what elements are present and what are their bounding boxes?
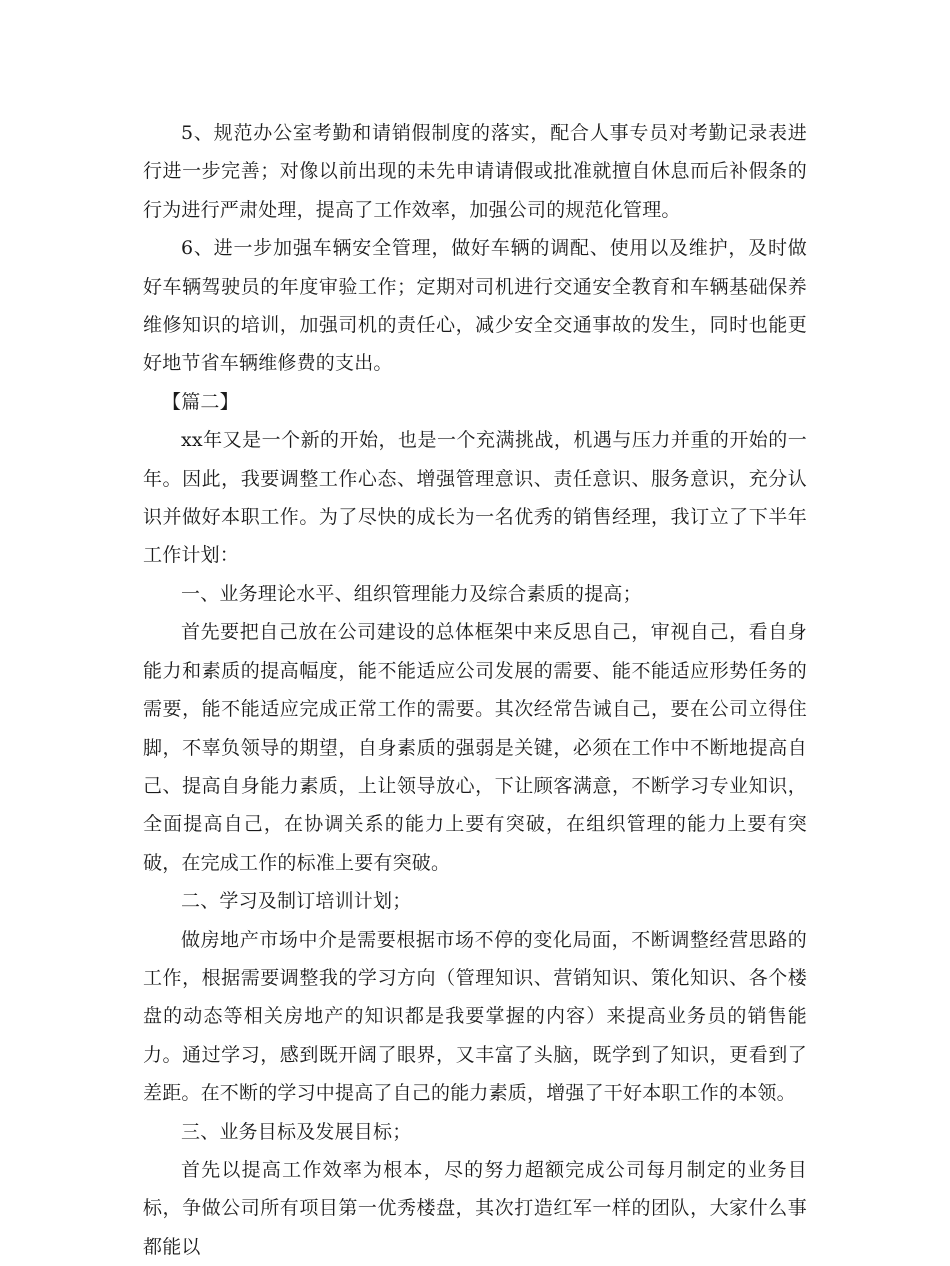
subheading-three: 三、业务目标及发展目标； [181,1120,412,1143]
section-heading-part-two: 【篇二】 [162,390,239,413]
paragraph-item-5: 5、规范办公室考勤和请销假制度的落实，配合人事专员对考勤记录表进行进一步完善；对像以前出现的未先申请请假或批准就擅自休息而后补假条的行为进行严肃处理，提高了工作效率，加强公司的规范化管理。 [143,122,807,221]
subheading-two: 二、学习及制订培训计划； [181,890,412,913]
subheading-one: 一、业务理论水平、组织管理能力及综合素质的提高； [181,582,642,605]
document-body [143,114,807,1266]
paragraph-goals: 首先以提高工作效率为根本，尽的努力超额完成公司每月制定的业务目标，争做公司所有项目第一优秀楼盘，其次打造红军一样的团队，大家什么事都能以 [143,1158,807,1258]
paragraph-item-6: 6、进一步加强车辆安全管理，做好车辆的调配、使用以及维护，及时做好车辆驾驶员的年度审验工作；定期对司机进行交通安全教育和车辆基础保养维修知识的培训，加强司机的责任心，减少安全交通事故的发生，同时也能更好地节省车辆维修费的支出。 [143,237,807,375]
paragraph-self-improvement: 首先要把自己放在公司建设的总体框架中来反思自己，审视自己，看自身能力和素质的提高幅度，能不能适应公司发展的需要、能不能适应形势任务的需要，能不能适应完成正常工作的需要。其次经常告诫自己，要在公司立得住脚，不辜负领导的期望，自身素质的强弱是关键，必须在工作中不断地提高自己、提高自身能力素质，上让领导放心，下让顾客满意，不断学习专业知识，全面提高自己，在协调关系的能力上要有突破，在组织管理的能力上要有突破，在完成工作的标准上要有突破。 [143,621,807,874]
paragraph-intro: xx年又是一个新的开始，也是一个充满挑战，机遇与压力并重的开始的一年。因此，我要调整工作心态、增强管理意识、责任意识、服务意识，充分认识并做好本职工作。为了尽快的成长为一名优秀的销售经理，我订立了下半年工作计划： [143,429,807,567]
paragraph-training: 做房地产市场中介是需要根据市场不停的变化局面，不断调整经营思路的工作，根据需要调整我的学习方向（管理知识、营销知识、策化知识、各个楼盘的动态等相关房地产的知识都是我要掌握的内容）来提高业务员的销售能力。通过学习，感到既开阔了眼界，又丰富了头脑，既学到了知识，更看到了差距。在不断的学习中提高了自己的能力素质，增强了干好本职工作的本领。 [143,928,807,1105]
